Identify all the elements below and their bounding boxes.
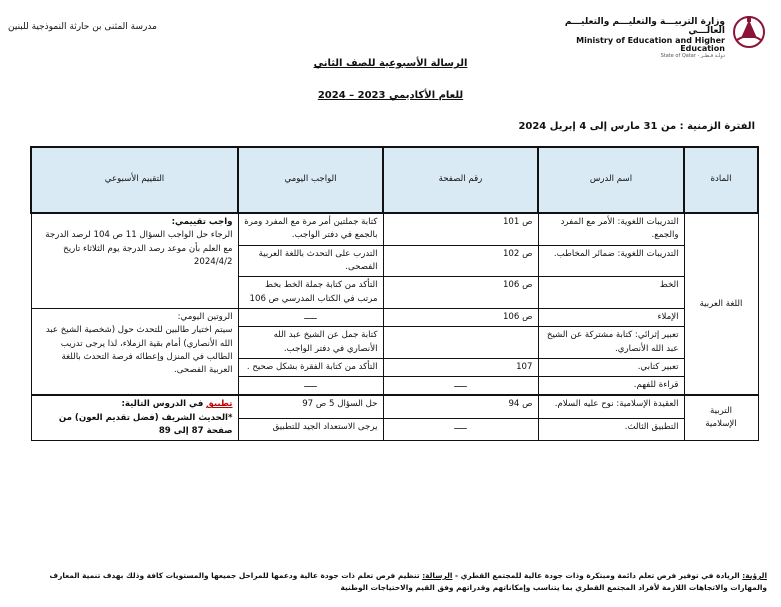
page-cell: ـــــ xyxy=(383,418,538,440)
homework-cell: حل السؤال 5 ص 97 xyxy=(238,395,383,418)
evaluation-body: الرجاء حل الواجب السؤال 11 ص 104 لرصد الدرجة مع العلم بأن موعد رصد الدرجة يوم الثلاثاء تاريخ 2024/4/2 xyxy=(45,230,233,267)
ministry-emblem-icon xyxy=(729,10,769,50)
state-line: State of Qatar - دولـة قـطـر xyxy=(660,52,725,59)
vision-text: الريادة في توفير فرص تعلم دائمة ومبتكرة وذات جودة عالية للمجتمع القطري - xyxy=(454,571,740,580)
subject-islamic xyxy=(684,395,758,440)
page-cell: ص 106 xyxy=(383,308,538,326)
homework-cell: كتابة جمل عن الشيخ عبد الله الأنصاري في دفتر الواجب. xyxy=(238,327,383,359)
lesson-cell: تعبير إثرائي: كتابة مشتركة عن الشيخ عبد الله الأنصاري. xyxy=(538,327,684,359)
page-cell: ص 94 xyxy=(383,395,538,418)
lesson-cell: تعبير كتابي. xyxy=(538,358,684,376)
lesson-cell: التدريبات اللغوية: الأمر مع المفرد والجمع. xyxy=(538,213,684,245)
page-cell: ص 106 xyxy=(383,277,538,309)
header-lesson: اسم الدرس xyxy=(538,147,684,213)
lesson-cell: قراءة للفهم. xyxy=(538,377,684,396)
table-row xyxy=(31,395,758,418)
lesson-cell: التدريبات اللغوية: ضمائر المخاطب. xyxy=(538,245,684,277)
footer-vision-mission xyxy=(7,570,767,594)
mission-text: تنظيم فرص تعلم ذات جودة عالية ودعمها للمراحل جميعها والمستويات كافة وذلك بهدف تنمية المعارف xyxy=(49,571,420,580)
page-cell: ص 101 xyxy=(383,213,538,245)
subject-line: التربية xyxy=(710,406,732,417)
subject-arabic: اللغة العربية xyxy=(684,213,758,395)
table-row xyxy=(31,308,758,326)
evaluation-heading: في الدروس التالية: xyxy=(121,399,204,410)
page-cell xyxy=(383,327,538,359)
homework-cell: ـــــ xyxy=(238,308,383,326)
evaluation-assessment xyxy=(31,213,238,308)
ministry-english: Ministry of Education and Higher Education xyxy=(576,35,725,54)
evaluation-heading: الروتين اليومي: xyxy=(177,311,233,322)
homework-cell: التأكد من كتابة الفقرة بشكل صحيح . xyxy=(238,358,383,376)
page-cell: ـــــ xyxy=(383,377,538,396)
lesson-cell: العقيدة الإسلامية: نوح عليه السلام. xyxy=(538,395,684,418)
page-cell: 107 xyxy=(383,358,538,376)
evaluation-body: *الحديث الشريف (فضل تقديم العون) من صفحة 87 إلى 89 xyxy=(58,412,233,437)
header-homework: الواجب اليومي xyxy=(238,147,383,213)
evaluation-body: سيتم اختيار طالبين للتحدث حول (شخصية الشيخ عبد الله الأنصاري) أمام بقية الزملاء، لذا يرجى تدريب الطالب في المنزل وإعطائه فرصة التحدث باللغة العربية الفصحى. xyxy=(45,325,233,376)
vision-label: الرؤية: xyxy=(742,571,767,580)
homework-cell: التدرب على التحدث باللغة العربية الفصحى. xyxy=(238,245,383,277)
header-evaluation: التقييم الأسبوعي xyxy=(31,147,238,213)
lesson-cell: التطبيق الثالث. xyxy=(538,418,684,440)
ministry-arabic: وزارة التربيـــة والتعليـــم والتعليـــم العالـــي xyxy=(564,17,725,37)
subject-line: الإسلامية xyxy=(705,419,737,430)
table-row xyxy=(31,213,758,245)
lesson-cell: الإملاء xyxy=(538,308,684,326)
page-cell: ص 102 xyxy=(383,245,538,277)
header-page: رقم الصفحة xyxy=(383,147,538,213)
footer-line2: والمهارات والاتجاهات اللازمة لأفراد المجتمع القطري بما يتناسب وإمكاناتهم وقدراتهم وفق القيم والاحتياجات الوطنية xyxy=(340,583,767,593)
ministry-block xyxy=(545,18,725,59)
evaluation-islamic xyxy=(31,395,238,440)
homework-cell: ـــــ xyxy=(238,377,383,396)
homework-cell: كتابة جملتين أمر مرة مع المفرد ومرة بالجمع في دفتر الواجب. xyxy=(238,213,383,245)
letter-title: الرسالة الأسبوعية للصف الثاني xyxy=(313,58,468,69)
homework-cell: يرجى الاستعداد الجيد للتطبيق xyxy=(238,418,383,440)
lesson-cell: الخط xyxy=(538,277,684,309)
school-name: مدرسة المثنى بن حارثة النموذجية للبنين xyxy=(8,22,157,32)
weekly-schedule-table xyxy=(30,146,759,441)
evaluation-routine xyxy=(31,308,238,395)
evaluation-label: تطبيق xyxy=(206,399,233,410)
period-line: الفترة الزمنية : من 31 مارس إلى 4 إبريل 2024 xyxy=(518,121,755,132)
homework-cell: التأكد من كتابة جملة الخط بخط مرتب في الكتاب المدرسي ص 106 xyxy=(238,277,383,309)
academic-year: للعام الأكاديمي 2023 – 2024 xyxy=(317,90,464,101)
header-subject: المادة xyxy=(684,147,758,213)
mission-label: الرسالة: xyxy=(422,571,453,580)
table-header-row xyxy=(31,147,758,213)
evaluation-heading: واجب تقييمي: xyxy=(171,217,233,227)
